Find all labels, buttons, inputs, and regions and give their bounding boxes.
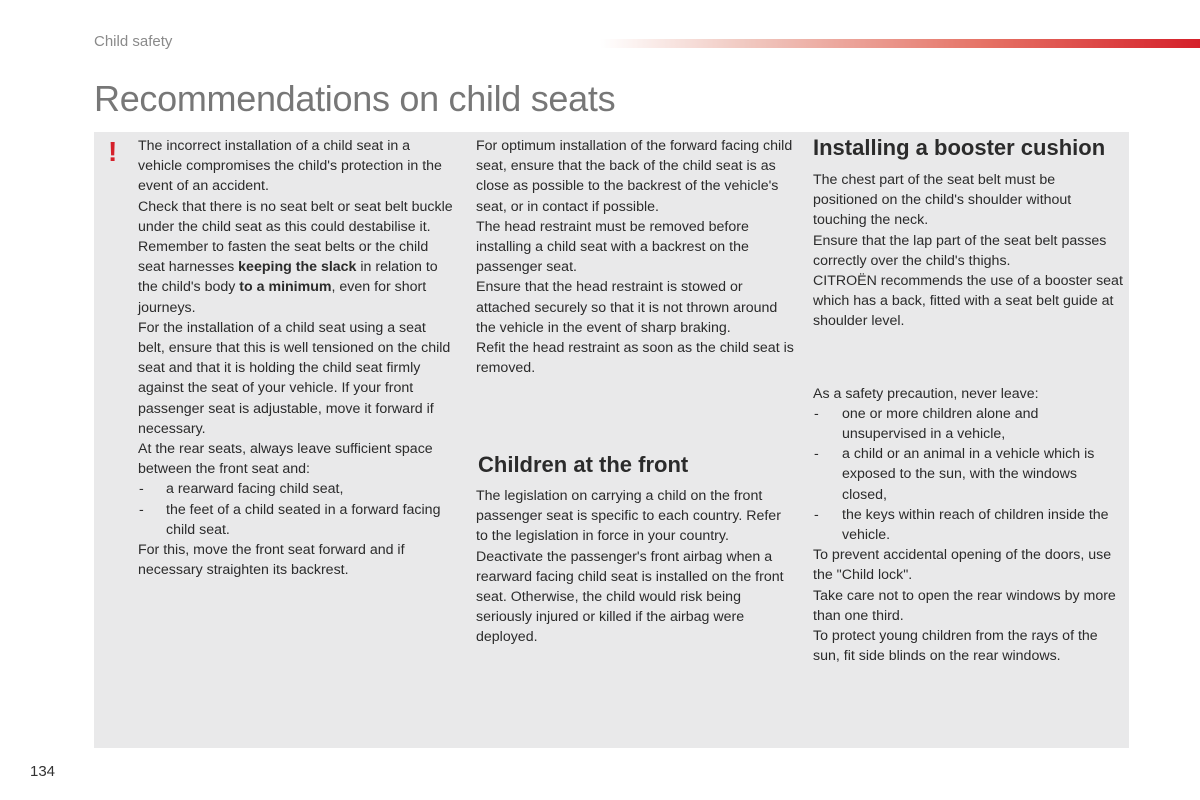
warning-paragraph: For the installation of a child seat using a seat belt, ensure that this is well tensioned on the child seat and that it is holding the child seat firmly against the seat of your vehicle. If your front passenger seat is adjustable, move it forward if necessary. [138,319,451,437]
children-front-heading: Children at the front [478,452,689,477]
forward-paragraph: Ensure that the head restraint is stowed or attached securely so that it is not thrown around the vehicle in the event of sharp braking. [476,279,778,336]
rear-seat-list [138,479,456,540]
page-number: 134 [30,763,56,780]
emphasis-text: to a minimum [239,279,332,296]
text-run: , even for short journeys. [138,279,427,316]
list-item: - a child or an animal in a vehicle which is exposed to the sun, with the windows closed, [813,444,1123,505]
section-label: Child safety [94,33,173,50]
list-item: - a rearward facing child seat, [138,479,456,499]
text-run: Remember to fasten the seat belts or the child seat harnesses [138,239,429,276]
warning-paragraph: For this, move the front seat forward and if necessary straighten its backrest. [138,542,405,579]
warning-paragraph: At the rear seats, always leave sufficient space between the front seat and: [138,441,433,478]
warning-paragraph-slack [138,237,456,318]
forward-facing-column [476,136,794,378]
booster-paragraph: Ensure that the lap part of the seat belt passes correctly over the child's thighs. [813,232,1107,269]
precaution-paragraph: To prevent accidental opening of the doors, use the "Child lock". [813,547,1112,584]
list-item: - one or more children alone and unsupervised in a vehicle, [813,404,1123,444]
precaution-paragraph: To protect young children from the rays of the sun, fit side blinds on the rear windows. [813,628,1098,665]
precaution-paragraph: Take care not to open the rear windows by more than one third. [813,587,1116,624]
forward-paragraph: For optimum installation of the forward facing child seat, ensure that the back of the child seat is as close as possible to the backrest of the vehicle's seat, or in contact if possible. [476,138,793,215]
text-run: in relation to the child's body [138,259,438,296]
front-paragraph: Deactivate the passenger's front airbag when a rearward facing child seat is installed on the front seat. Otherwise, the child would risk being seriously injured or killed if the airbag were deployed. [476,548,784,646]
booster-paragraph: The chest part of the seat belt must be positioned on the child's shoulder without touching the neck. [813,172,1072,229]
list-item: - the keys within reach of children inside the vehicle. [813,505,1123,545]
header-gradient-bar [600,39,1200,48]
precaution-list [813,404,1123,545]
column-spacer [813,332,1123,384]
booster-paragraph: CITROËN recommends the use of a booster seat which has a back, fitted with a seat belt guide at shoulder level. [813,273,1123,330]
page-title: Recommendations on child seats [94,78,616,119]
emphasis-text: keeping the slack [238,259,357,276]
booster-column [813,136,1123,666]
precaution-intro: As a safety precaution, never leave: [813,385,1039,402]
warning-icon: ! [108,136,118,167]
warning-paragraph: Check that there is no seat belt or seat belt buckle under the child seat as this could destabilise it. [138,198,453,235]
warning-column [138,136,456,580]
warning-paragraph: The incorrect installation of a child seat in a vehicle compromises the child's protection in the event of an accident. [138,138,442,195]
forward-paragraph: Refit the head restraint as soon as the child seat is removed. [476,340,794,377]
booster-heading: Installing a booster cushion [813,135,1106,160]
front-paragraph: The legislation on carrying a child on the front passenger seat is specific to each country. Refer to the legislation in force in your country. [476,488,781,545]
children-front-column [476,486,794,648]
forward-paragraph: The head restraint must be removed before installing a child seat with a backrest on the passenger seat. [476,218,749,276]
list-item: - the feet of a child seated in a forward facing child seat. [138,500,456,540]
